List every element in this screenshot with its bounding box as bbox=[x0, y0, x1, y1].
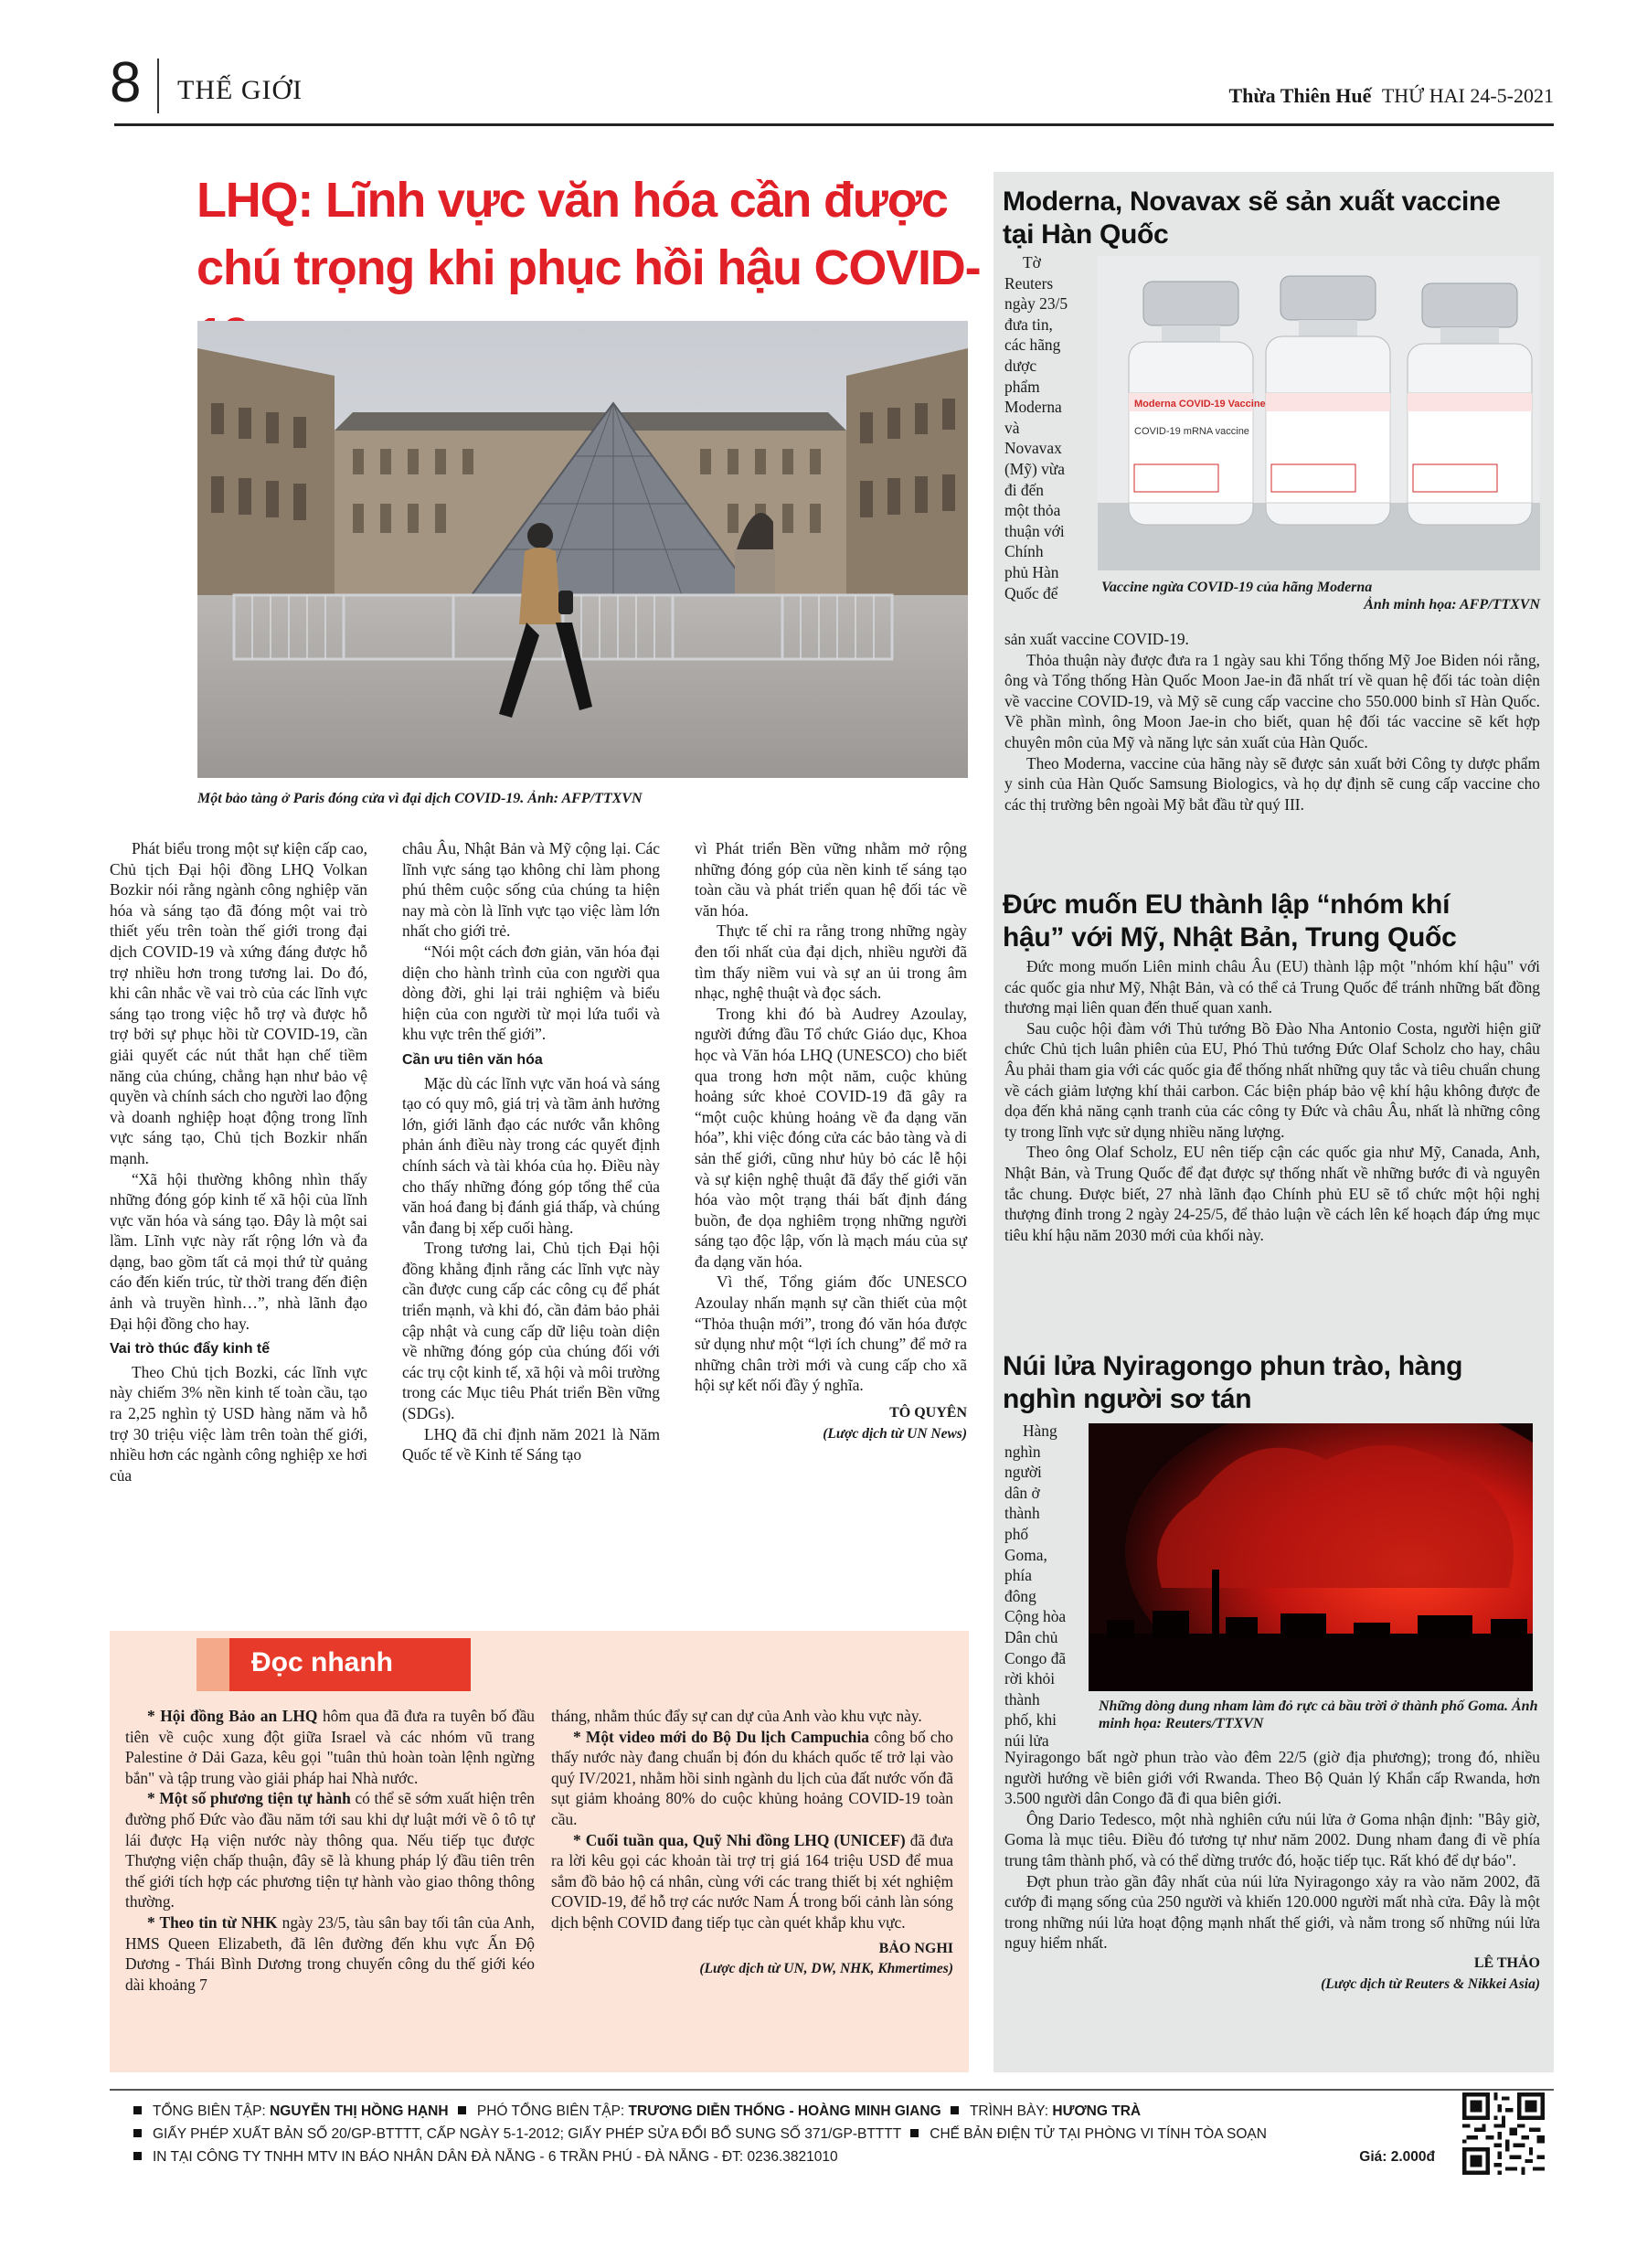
wrap-line: (Mỹ) vừa bbox=[1004, 459, 1065, 478]
main-headline-line2: chú trọng khi phục hồi hậu COVID- bbox=[197, 240, 981, 295]
paragraph: Nyiragongo bất ngờ phun trào vào đêm 22/5 (giờ địa phương); trong đó, nhiều người hướng về biên giới với Rwanda. Theo Bộ Quản lý Khẩn cấp Rwanda, hơn 3.500 người dân Congo đã đi qua biên giới. bbox=[1004, 1748, 1540, 1808]
source-note: (Lược dịch từ Reuters & Nikkei Asia) bbox=[1321, 1975, 1540, 1992]
paper-name: Thừa Thiên Huế bbox=[1228, 84, 1372, 107]
wrap-line: Moderna bbox=[1004, 398, 1062, 417]
wrap-line: thuận với bbox=[1004, 521, 1065, 540]
imprint-footer bbox=[128, 2100, 1444, 2168]
wrap-words bbox=[1004, 252, 1091, 603]
paragraph: Sau cuộc hội đàm với Thủ tướng Bồ Đào Nha Antonio Costa, người hiện giữ chức Chủ tịch luân phiên của EU, Phó Thủ tướng Đức Olaf Scholz cho hay, châu Âu phải tham gia với các quốc gia để thống nhất những quy tắc và tiêu chuẩn chung về cách giảm lượng khí thải carbon. Các biện pháp bảo vệ khí hậu không được đe dọa đến khả năng cạnh tranh của các công ty Đức và châu Âu, nhất là những công ty trong lĩnh vực sử dụng nhiều năng lượng. bbox=[1004, 1018, 1540, 1141]
quick-item-lead: * Hội đồng Bảo an LHQ bbox=[147, 1707, 318, 1725]
footer-value: HƯƠNG TRÀ bbox=[1052, 2103, 1142, 2119]
banner-accent bbox=[197, 1638, 229, 1691]
quick-read-banner bbox=[197, 1638, 471, 1684]
quick-item-text: công bố cho thấy nước này đang chuẩn bị đón du khách quốc tế trở lại vào quý IV/2021, nhằm hồi sinh ngành du lịch của đất nước vốn đã sụt giảm khoảng 80% do cuộc khủng hoảng COVID-19 toàn cầu. bbox=[551, 1727, 953, 1828]
quick-item-lead: * Cuối tuần qua, Quỹ Nhi đồng LHQ (UNICEF) bbox=[573, 1830, 906, 1849]
wrap-line: Goma, bbox=[1004, 1545, 1047, 1564]
footer-label: PHÓ TỔNG BIÊN TẬP: bbox=[476, 2103, 625, 2119]
paragraph: Đợt phun trào gần đây nhất của núi lửa Nyiragongo xảy ra vào năm 2002, đã cướp đi mạng sống của 250 người và khiến 120.000 người mất nhà cửa. Đây là một trong những núi lửa hoạt động mạnh nhất thế giới, và nằm trong số những núi lửa nguy hiểm nhất. bbox=[1004, 1871, 1540, 1953]
bullet-square bbox=[458, 2106, 466, 2114]
paragraph: Theo Chủ tịch Bozki, các lĩnh vực này chiếm 3% nền kinh tế toàn cầu, tạo ra 2,25 nghìn tỷ USD hàng năm và hỗ trợ 30 triệu việc làm trên toàn thế giới, nhiều hơn các ngành công nghiệp xe hơi của bbox=[110, 1362, 367, 1485]
issue-date: THỨ HAI 24-5-2021 bbox=[1381, 84, 1554, 107]
bullet-square bbox=[910, 2129, 919, 2137]
qr-code-icon bbox=[1462, 2092, 1545, 2175]
quick-item-text: hôm qua đã đưa ra tuyên bố đầu tiên về cuộc xung đột giữa Israel và các nhóm vũ trang Palestine ở Dải Gaza, kêu gọi "tuân thủ hoàn toàn lệnh ngừng bắn" và tập trung vào giải pháp hai Nhà nước. bbox=[125, 1707, 535, 1787]
paragraph: “Xã hội thường không nhìn thấy những đóng góp kinh tế xã hội của lĩnh vực văn hóa và sáng tạo. Đây là một sai lầm. Lĩnh vực này rất rộng lớn và đa dạng, bao gồm tất cả mọi thứ từ quảng cáo đến kiến trúc, từ thời trang đến điện ảnh và truyền hình…”, nhà lãnh đạo Đại hội đồng cho hay. bbox=[110, 1169, 367, 1333]
wrap-line: các hãng bbox=[1004, 335, 1061, 355]
subheading: Cần ưu tiên văn hóa bbox=[402, 1051, 543, 1068]
paragraph: Đức mong muốn Liên minh châu Âu (EU) thành lập một "nhóm khí hậu" với các quốc gia như Mỹ, Nhật Bản, và có thể cả Trung Quốc để tránh những bất đồng thương mại liên quan đến thuế quan xanh. bbox=[1004, 957, 1540, 1017]
vaccine-photo-credit: Ảnh minh họa: AFP/TTXVN bbox=[1364, 597, 1540, 612]
quick-item bbox=[125, 1912, 535, 1995]
vial bbox=[1266, 276, 1390, 525]
footer-license-row bbox=[128, 2123, 1444, 2146]
paragraph: “Nói một cách đơn giản, văn hóa đại diện cho hành trình của con người qua dòng đời, ghi lại trải nghiệm và biểu hiện của con người từ mọi lứa tuổi và khu vực trên thế giới”. bbox=[402, 942, 660, 1044]
wrap-line: Congo đã bbox=[1004, 1648, 1067, 1667]
vial-brand-label: Moderna COVID-19 Vaccine bbox=[1134, 399, 1266, 410]
paragraph: vì Phát triển Bền vững nhằm mở rộng những đóng góp của nền kinh tế sáng tạo toàn cầu và phát triển quan hệ đối tác về văn hóa. bbox=[695, 839, 967, 920]
footer-typeset: CHẾ BẢN ĐIỆN TỬ TẠI PHÒNG VI TÍNH TÒA SOẠN bbox=[930, 2126, 1267, 2142]
main-col-2 bbox=[402, 838, 660, 1465]
header-rule bbox=[114, 123, 1554, 126]
main-col-3 bbox=[695, 838, 967, 1444]
footer-print-row bbox=[128, 2146, 1444, 2168]
bullet-square bbox=[133, 2152, 142, 2160]
footer-license: GIẤY PHÉP XUẤT BẢN SỐ 20/GP-BTTTT, CẤP NGÀY 5-1-2012; GIẤY PHÉP SỬA ĐỔI BỔ SUNG SỐ 371/GP-BTTTT bbox=[153, 2126, 901, 2142]
sidebar-body-climate bbox=[1004, 956, 1540, 1245]
vaccine-vials-illustration bbox=[1098, 256, 1540, 570]
wrap-line: đưa tin, bbox=[1004, 314, 1053, 334]
bullet-square bbox=[133, 2129, 142, 2137]
paragraph: Trong khi đó bà Audrey Azoulay, người đứng đầu Tổ chức Giáo dục, Khoa học và Văn hóa LHQ (UNESCO) cho biết qua trong hơn một năm, cuộc khủng hoảng sức khoẻ COVID-19 đã gây ra “một cuộc khủng hoảng về đa dạng văn hóa”, khi việc đóng cửa các bảo tàng và di sản thế giới, cũng như hủy bỏ các lễ hội và sự kiện nghệ thuật đã đẩy thế giới văn hóa vào một trạng thái bất định đáng buồn, đe dọa nghiêm trọng những người sáng tạo độc lập, vốn là mạch máu của sự đa dạng văn hóa. bbox=[695, 1004, 967, 1271]
wrap-line: Cộng hòa bbox=[1004, 1607, 1067, 1626]
footer-label: TỔNG BIÊN TẬP: bbox=[153, 2103, 266, 2119]
page-number: 8 bbox=[110, 51, 142, 114]
paragraph: Vì thế, Tổng giám đốc UNESCO Azoulay nhấn mạnh sự cần thiết của một “Thỏa thuận mới”, trong đó văn hóa được sử dụng như một “lợi ích chung” để mở ra những chân trời mới và cung cấp cho xã hội sự kết nối đầy ý nghĩa. bbox=[695, 1272, 967, 1395]
footer-value: TRƯƠNG DIỄN THỐNG - HOÀNG MINH GIANG bbox=[628, 2103, 941, 2119]
wrap-line: một thỏa bbox=[1004, 501, 1061, 520]
volcano-illustration bbox=[1089, 1423, 1533, 1691]
quick-item-text: tháng, nhằm thúc đẩy sự can dự của Anh vào khu vực này. bbox=[551, 1707, 922, 1725]
volcano-photo-caption: Những dòng dung nham làm đỏ rực cả bầu trời ở thành phố Goma. Ảnh minh họa: Reuters/TTXVN bbox=[1099, 1698, 1538, 1731]
sidebar-wrap-text-volcano bbox=[1004, 1421, 1087, 1752]
footer-label: TRÌNH BÀY: bbox=[969, 2103, 1049, 2119]
wrap-line: phố, khi bbox=[1004, 1710, 1057, 1730]
paragraph: Mặc dù các lĩnh vực văn hoá và sáng tạo có quy mô, giá trị và tầm ảnh hưởng lớn, giới lãnh đạo các nước vẫn không phản ánh điều này trong các quyết định chính sách và tài khóa của họ. Điều này cho thấy những đóng góp tổng thể của văn hoá đang bị đánh giá thấp, và chúng vẫn đang bị xếp cuối hàng. bbox=[402, 1073, 660, 1237]
paragraph: Theo Moderna, vaccine của hãng này sẽ được sản xuất bởi Công ty dược phẩm y sinh của Hàn Quốc Samsung Biologics, và họ dự định sẽ cung cấp vaccine cho các thị trường bên ngoài Mỹ bắt đầu từ quý III. bbox=[1004, 753, 1540, 814]
vial bbox=[1408, 283, 1532, 525]
wrap-words bbox=[1004, 1421, 1087, 1752]
quick-read-col-2 bbox=[551, 1706, 953, 1980]
author-signature: TÔ QUYÊN bbox=[889, 1405, 967, 1421]
main-photo bbox=[197, 321, 968, 778]
sidebar-body-volcano bbox=[1004, 1747, 1540, 1995]
paragraph: Thỏa thuận này được đưa ra 1 ngày sau khi Tổng thống Mỹ Joe Biden nói rằng, ông và Tổng thống Hàn Quốc Moon Jae-in đã nhất trí về quan hệ đối tác toàn diện về vaccine COVID-19, và Mỹ sẽ cung cấp vaccine cho 550.000 binh sĩ Hàn Quốc. Về phần mình, ông Moon Jae-in cho biết, quan hệ đối tác vaccine sẽ kết hợp chuyên môn của Mỹ và năng lực sản xuất của Hàn Quốc. bbox=[1004, 650, 1540, 751]
wrap-line: Chính bbox=[1004, 542, 1044, 561]
wrap-line: dược bbox=[1004, 356, 1037, 375]
wrap-line: và bbox=[1004, 418, 1020, 437]
wrap-line: rời khỏi bbox=[1004, 1669, 1056, 1688]
wrap-line: phía bbox=[1004, 1566, 1032, 1585]
source-note: (Lược dịch từ UN, DW, NHK, Khmertimes) bbox=[699, 1961, 953, 1977]
wrap-line: Reuters bbox=[1004, 273, 1054, 293]
author-signature: BẢO NGHI bbox=[878, 1940, 953, 1956]
price: Giá: 2.000đ bbox=[1359, 2149, 1435, 2165]
quick-item-lead: * Một video mới do Bộ Du lịch Campuchia bbox=[573, 1727, 869, 1746]
bullet-square bbox=[133, 2106, 142, 2114]
quick-item bbox=[551, 1727, 953, 1830]
main-photo-caption: Một bảo tàng ở Paris đóng cửa vì đại dịch COVID-19. Ảnh: AFP/TTXVN bbox=[197, 791, 643, 806]
wrap-line: phủ Hàn bbox=[1004, 562, 1059, 581]
header-divider bbox=[157, 59, 159, 113]
footer-editors-row bbox=[128, 2100, 1444, 2123]
quick-read-col-1 bbox=[125, 1706, 535, 1995]
wrap-line: Quốc để bbox=[1004, 583, 1058, 602]
paragraph: châu Âu, Nhật Bản và Mỹ cộng lại. Các lĩnh vực sáng tạo không chỉ làm phong phú thêm cuộc sống của chúng ta hiện nay mà còn là lĩnh vực tạo việc làm lớn nhất cho giới trẻ. bbox=[402, 839, 660, 941]
wrap-line: Novavax bbox=[1004, 439, 1062, 458]
bullet-square bbox=[951, 2106, 959, 2114]
wrap-line: đi đến bbox=[1004, 480, 1044, 499]
wrap-line: Dân chủ bbox=[1004, 1627, 1058, 1646]
paragraph: Ông Dario Tedesco, một nhà nghiên cứu núi lửa ở Goma nhận định: "Bây giờ, Goma là mục tiêu. Điều đó tương tự như năm 2002. Dung nham đang đi về phía trung tâm thành phố, và có thể dừng trước đó, hoặc tiếp tục. Rất khó để dự báo". bbox=[1004, 1809, 1540, 1869]
quick-item-lead: * Một số phương tiện tự hành bbox=[147, 1789, 351, 1808]
quick-item-text: có thể sẽ sớm xuất hiện trên đường phố Đức vào đầu năm tới sau khi dự luật mới về ô tô tự lái được Hạ viện nước này thông qua. Nếu tiếp tục được Thượng viện chấp thuận, đây sẽ là khung pháp lý đầu tiên trên thế giới tích hợp các phương tiện tự hành vào giao thông thông thường. bbox=[125, 1789, 535, 1911]
wrap-line: người bbox=[1004, 1463, 1042, 1482]
quick-item-text: ngày 23/5, tàu sân bay tối tân của Anh, HMS Queen Elizabeth, đã lên đường đến khu vực Ấn Độ Dương - Thái Bình Dương trong chuyến công du thế giới kéo dài khoảng 7 bbox=[125, 1912, 535, 1994]
quick-item-lead: * Theo tin từ NHK bbox=[147, 1912, 278, 1932]
wrap-line: thành bbox=[1004, 1689, 1040, 1709]
page-header bbox=[110, 51, 1554, 121]
main-headline-line1: LHQ: Lĩnh vực văn hóa cần được bbox=[197, 173, 948, 228]
paragraph: Phát biểu trong một sự kiện cấp cao, Chủ tịch Đại hội đồng LHQ Volkan Bozkir nói rằng ngành công nghiệp văn hóa và sáng tạo đã đóng một vai trò thiết yếu trên toàn thế giới trong đại dịch COVID-19 và xứng đáng được hỗ trợ nhiều hơn trong tương lai. Do đó, khi cân nhắc về vai trò của các lĩnh vực sáng tạo trong việc hỗ trợ và được hỗ trợ bởi sự phục hồi từ COVID-19, cần giải quyết các nút thắt hạn chế tiềm năng của chúng, chẳng hạn như bảo vệ quyền và chính sách cho người lao động và doanh nghiệp hoạt động trong lĩnh vực sáng tạo, Chủ tịch Bozkir nhấn mạnh. bbox=[110, 839, 367, 1167]
sidebar-headline-vaccine: Moderna, Novavax sẽ sản xuất vaccine tại Hàn Quốc bbox=[1003, 186, 1501, 250]
author-signature: LÊ THẢO bbox=[1473, 1954, 1540, 1971]
wrap-line: phẩm bbox=[1004, 377, 1040, 396]
wrap-line: núi lửa bbox=[1004, 1730, 1049, 1750]
wrap-line: ngày 23/5 bbox=[1004, 294, 1068, 314]
paragraph: Trong tương lai, Chủ tịch Đại hội đồng khẳng định rằng các lĩnh vực này cần được cung cấp các công cụ để phát triển mạnh, và khi đó, cần đảm bảo phải cập nhật và cung cấp dữ liệu toàn diện về những đóng góp của chúng đối với các trụ cột kinh tế, xã hội và môi trường trong các Mục tiêu Phát triển Bền vững (SDGs). bbox=[402, 1239, 660, 1423]
wrap-line: phố bbox=[1004, 1524, 1029, 1543]
sidebar-wrap-text-vaccine bbox=[1004, 252, 1091, 603]
quick-read-title: Đọc nhanh bbox=[251, 1647, 393, 1677]
section-title: THẾ GIỚI bbox=[177, 75, 303, 105]
vaccine-photo-caption: Vaccine ngừa COVID-19 của hãng Moderna bbox=[1101, 580, 1373, 595]
source-note: (Lược dịch từ UN News) bbox=[823, 1425, 967, 1442]
footer-print: IN TẠI CÔNG TY TNHH MTV IN BÁO NHÂN DÂN ĐÀ NẴNG - 6 TRẦN PHÚ - ĐÀ NẴNG - ĐT: 0236.3821010 bbox=[153, 2149, 838, 2165]
vaccine-photo bbox=[1098, 256, 1540, 570]
wrap-line: Hàng bbox=[1023, 1421, 1057, 1440]
wrap-line: Tờ bbox=[1023, 253, 1041, 272]
footer-top-rule bbox=[110, 2089, 1554, 2091]
sidebar-headline-climate: Đức muốn EU thành lập “nhóm khí hậu” với Mỹ, Nhật Bản, Trung Quốc bbox=[1003, 889, 1457, 953]
qr-code[interactable] bbox=[1462, 2092, 1545, 2175]
wrap-line: thành bbox=[1004, 1504, 1040, 1523]
quick-item bbox=[125, 1788, 535, 1912]
quick-item-text: đã đưa ra lời kêu gọi các khoản tài trợ trị giá 164 triệu USD để mua sắm đồ bảo hộ cá nhân, cùng với các trang thiết bị xét nghiệm COVID-19, để hỗ trợ các nước Nam Á trong bối cảnh làn sóng dịch bệnh COVID đang tiếp tục càn quét khắp khu vực. bbox=[551, 1830, 954, 1932]
paragraph: sản xuất vaccine COVID-19. bbox=[1004, 630, 1189, 648]
wrap-line: đông bbox=[1004, 1586, 1036, 1605]
quick-read-box bbox=[110, 1631, 969, 2072]
louvre-illustration bbox=[197, 321, 968, 778]
paragraph: Theo ông Olaf Scholz, EU nên tiếp cận các quốc gia như Mỹ, Canada, Anh, Nhật Bản, và Trung Quốc để đạt được sự thống nhất về những bước đi và nguyên tắc chung. Được biết, 27 nhà lãnh đạo Chính phủ EU sẽ tổ chức một hội nghị thượng đỉnh trong 2 ngày 24-25/5, để thảo luận về cách lên kế hoạch đáp ứng mục tiêu khí hậu năm 2030 mới của khối này. bbox=[1004, 1143, 1540, 1244]
main-col-1 bbox=[110, 838, 367, 1485]
sidebar-body-vaccine bbox=[1004, 629, 1540, 815]
quick-item bbox=[551, 1706, 953, 1727]
quick-item bbox=[125, 1706, 535, 1788]
volcano-photo bbox=[1089, 1423, 1533, 1691]
footer-value: NGUYỄN THỊ HỒNG HẠNH bbox=[270, 2103, 449, 2119]
paragraph: LHQ đã chỉ định năm 2021 là Năm Quốc tế về Kinh tế Sáng tạo bbox=[402, 1424, 660, 1464]
header-right bbox=[1228, 84, 1554, 108]
subheading: Vai trò thúc đẩy kinh tế bbox=[110, 1341, 271, 1358]
wrap-line: nghìn bbox=[1004, 1442, 1041, 1461]
quick-item bbox=[551, 1830, 953, 1933]
sidebar-headline-volcano: Núi lửa Nyiragongo phun trào, hàng nghìn người sơ tán bbox=[1003, 1351, 1463, 1414]
wrap-line: dân ở bbox=[1004, 1483, 1040, 1502]
paragraph: Thực tế chỉ ra rằng trong những ngày đen tối nhất của đại dịch, nhiều người đã tìm thấy niềm vui và sự an ủi trong âm nhạc, nghệ thuật và đọc sách. bbox=[695, 921, 967, 1003]
vial-text-label: COVID-19 mRNA vaccine bbox=[1134, 426, 1249, 437]
